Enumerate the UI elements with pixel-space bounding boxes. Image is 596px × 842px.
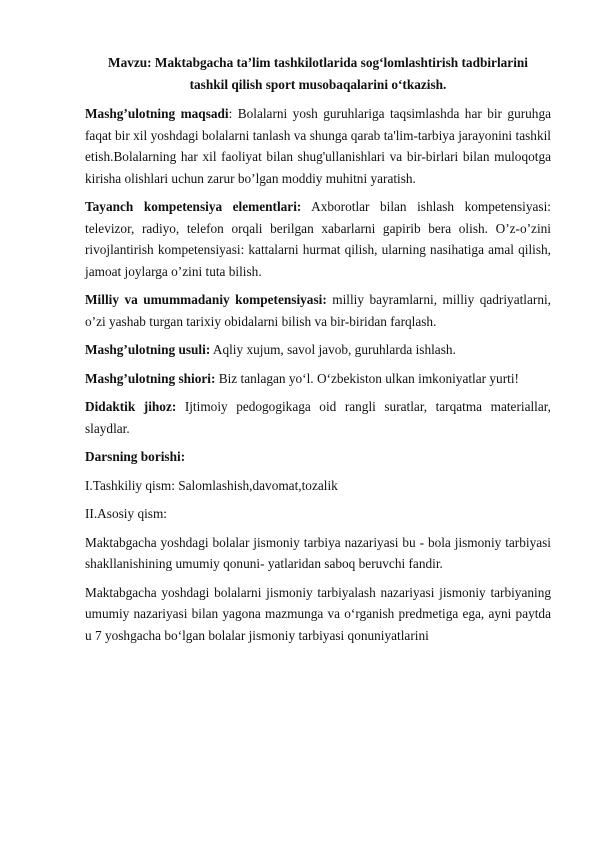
goal-text: : Bolalarni yosh guruhlariga taqsimlashda har bir guruhga faqat bir xil yoshdagi bolalarni tanlash va shunga qarab ta'lim-tarbiya jarayonini tashkil etish.Bolalarning har xil faoliyat bilan shug'ullanishlari va bir-birlari bilan muloqotga kirisha olishlari uchun zarur bo’lgan moddiy muhitni yaratish. [85, 106, 551, 186]
competency-label: Tayanch kompetensiya elementlari: [85, 199, 302, 214]
title-line-1: Mavzu: Maktabgacha ta’lim tashkilotlarida sog‘lomlashtirish tadbirlarini [108, 55, 528, 70]
method-paragraph [85, 339, 551, 361]
title-line-2: tashkil qilish sport musobaqalarini o‘tkazish. [189, 76, 447, 92]
competency-text: Axborotlar bilan ishlash kompetensiyasi: televizor, radiyo, telefon orqali berilgan xabarlarni gapirib bera olish. O’z-o’zini rivojlantirish kompetensiyasi: kattalarni hurmat qilish, ularning nasihatiga amal qilish, jamoat joylarga o’zini tuta bilish. [85, 199, 551, 279]
document-title [85, 52, 551, 95]
body-paragraph-1: Maktabgacha yoshdagi bolalar jismoniy tarbiya nazariyasi bu - bola jismoniy tarbiyasi shakllanishining umumiy qonuni- yatlaridan saboq beruvchi fandir. [85, 534, 551, 571]
equipment-paragraph [85, 396, 551, 439]
method-text: Aqliy xujum, savol javob, guruhlarda ishlash. [210, 342, 456, 357]
lesson-flow-label: Darsning borishi: [85, 449, 186, 464]
document-page [85, 52, 551, 653]
equipment-text: Ijtimoiy pedogogikaga oid rangli suratlar, tarqatma materiallar, slaydlar. [85, 399, 551, 436]
body-paragraph-2: Maktabgacha yoshdagi bolalarni jismoniy tarbiyalash nazariyasi jismoniy tarbiyaning umumiy nazariyasi bilan yagona mazmunga va o‘rganish predmetiga ega, ayni paytda u 7 yoshgacha bo‘lgan bolalar jismoniy tarbiyasi qonuniyatlarini [85, 584, 551, 643]
motto-paragraph [85, 368, 551, 390]
part-1: I.Tashkiliy qism: Salomlashish,davomat,tozalik [85, 477, 338, 493]
equipment-label: Didaktik jihoz: [85, 399, 177, 414]
national-competency-paragraph [85, 289, 551, 332]
method-label: Mashg’ulotning usuli: [85, 342, 211, 357]
part-2: II.Asosiy qism: [85, 506, 168, 521]
competency-paragraph [85, 196, 551, 282]
lesson-flow-heading [85, 446, 551, 468]
goal-label: Mashg’ulotning maqsadi [85, 106, 229, 121]
goal-paragraph [85, 103, 551, 189]
motto-label: Mashg’ulotning shiori: [85, 370, 216, 386]
motto-text: Biz tanlagan yo‘l. O‘zbekiston ulkan imkoniyatlar yurti! [215, 370, 519, 386]
national-competency-text: milliy bayramlarni, milliy qadriyatlarni, o’zi yashab turgan tarixiy obidalarni bilish va bir-biridan farqlash. [85, 292, 551, 329]
national-competency-label: Milliy va umummadaniy kompetensiyasi: [85, 292, 327, 307]
